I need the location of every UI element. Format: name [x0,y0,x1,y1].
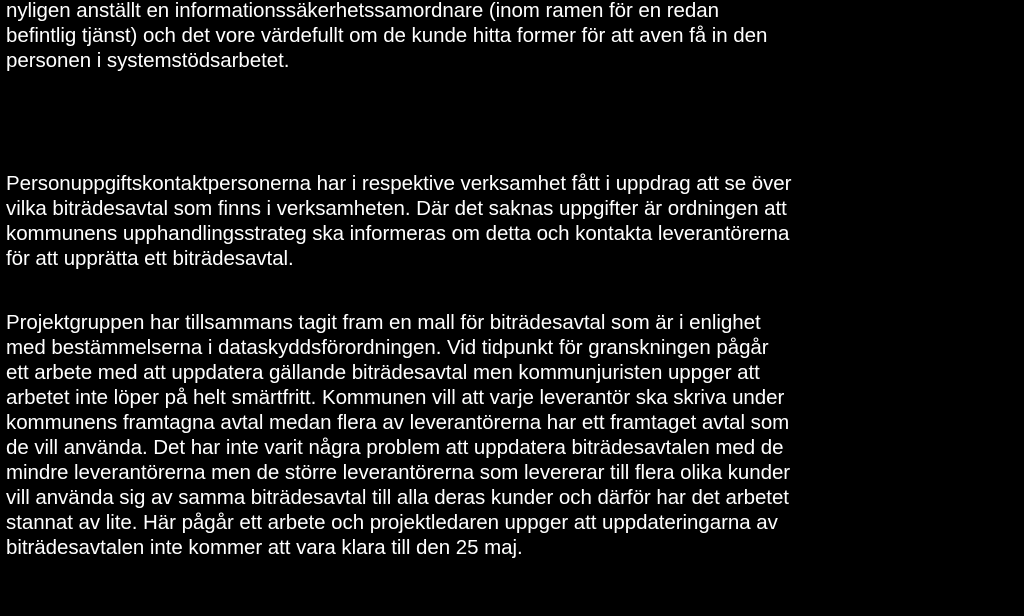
text-line: ett arbete med att uppdatera gällande biträdesavtal men kommunjuristen uppger att [6,361,760,384]
text-line: arbetet inte löper på helt smärtfritt. Kommunen vill att varje leverantör ska skriva under [6,386,785,409]
paragraph-project-group [6,310,790,560]
text-line: Projektgruppen har tillsammans tagit fram en mall för biträdesavtal som är i enlighet [6,311,761,334]
text-line: befintlig tjänst) och det vore värdefullt om de kunde hitta former för att aven få in den [6,24,768,47]
text-line: kommunens framtagna avtal medan flera av leverantörerna har ett framtaget avtal som [6,411,790,434]
text-line: Personuppgiftskontaktpersonerna har i respektive verksamhet fått i uppdrag att se över [6,172,792,195]
text-line: stannat av lite. Här pågår ett arbete och projektledaren uppger att uppdateringarna av [6,511,778,534]
text-line: för att upprätta ett biträdesavtal. [6,247,294,270]
text-line: mindre leverantörerna men de större leverantörerna som levererar till flera olika kunder [6,461,791,484]
text-line: de vill använda. Det har inte varit några problem att uppdatera biträdesavtalen med de [6,436,784,459]
text-line: med bestämmelserna i dataskyddsförordningen. Vid tidpunkt för granskningen pågår [6,336,769,359]
text-line: personen i systemstödsarbetet. [6,49,290,72]
text-line: vilka biträdesavtal som finns i verksamheten. Där det saknas uppgifter är ordningen att [6,197,787,220]
text-line: kommunens upphandlingsstrateg ska informeras om detta och kontakta leverantörerna [6,222,790,245]
text-line: vill använda sig av samma biträdesavtal till alla deras kunder och därför har det arbetet [6,486,789,509]
paragraph-contact-persons [6,171,791,271]
paragraph-information-security [6,0,767,73]
text-line: biträdesavtalen inte kommer att vara klara till den 25 maj. [6,536,523,559]
text-line: nyligen anställt en informationssäkerhetssamordnare (inom ramen för en redan [6,0,719,22]
